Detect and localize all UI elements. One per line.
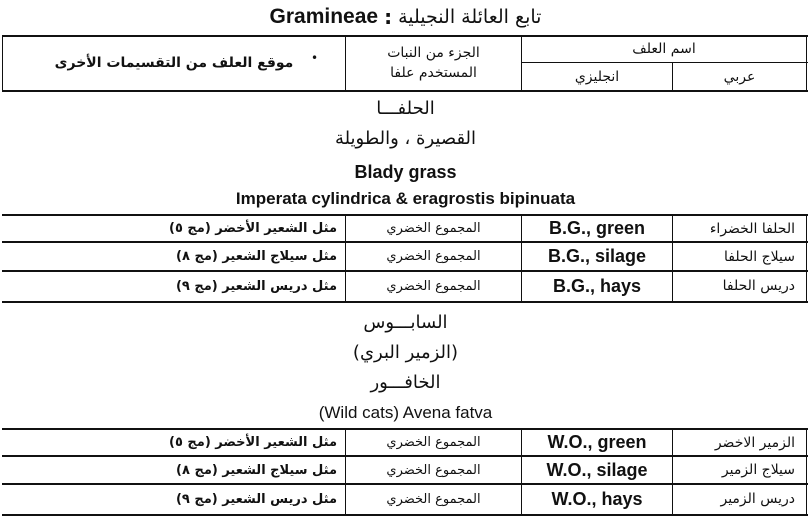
table-cell-english: W.O., green [547,432,647,452]
group2-line4: (Wild cats) Avena fatva [318,403,493,422]
table-cell-english: B.G., hays [552,275,642,296]
group2-line2: (الزمير البري) [352,342,459,363]
vrule-header-left [2,35,3,90]
table-cell-part: المجموع الخضري [386,462,481,478]
table-cell-english: B.G., silage [547,246,647,266]
header-plant-part [347,37,520,89]
table-cell-position: مثل دريس الشعير (مج ٩) [175,491,337,507]
vrule-g1-3 [672,214,673,301]
vrule-g1-1 [345,214,346,301]
vrule-g2-3 [672,428,673,514]
table-cell-english: W.O., hays [551,488,643,509]
vrule-header-1 [345,35,346,90]
title-latin: Gramineae [269,5,379,28]
table-cell-part: المجموع الخضري [386,249,481,264]
table-cell-arabic: الحلفا الخضراء [709,220,795,237]
group1-line1: الحلفـــا [376,98,435,119]
table-cell-arabic: سيلاج الزمير [721,462,795,478]
page-title [0,2,811,32]
header-position: موقع العلف من التقسيمات الأخرى [54,55,294,71]
table-cell-position: مثل سيلاج الشعير (مج ٨) [176,249,337,264]
group1-line2: القصيرة ، والطويلة [334,128,477,149]
header-dot-mark: • [311,51,319,65]
vrule-g2-1 [345,428,346,514]
rule-group2-bottom [2,514,808,516]
vrule-header-2 [521,35,522,90]
title-arabic: تابع العائلة النجيلية [398,6,542,28]
table-cell-position: مثل دريس الشعير (مج ٩) [175,278,337,294]
header-feed-name: اسم العلف [632,41,696,57]
vrule-header-3 [672,62,673,90]
vrule-g1-right [806,214,807,301]
table-cell-position: مثل الشعير الأخضر (مج ٥) [168,435,337,450]
table-cell-part: المجموع الخضري [386,278,481,294]
rule-feed-name-split [521,62,808,63]
group1-line3: Blady grass [354,162,457,182]
table-cell-position: مثل الشعير الأخضر (مج ٥) [168,221,337,236]
table-cell-english: W.O., silage [546,459,648,480]
table-cell-position: مثل سيلاج الشعير (مج ٨) [176,462,337,478]
group1-line4: Imperata cylindrica & eragrostis bipinuata [235,189,576,208]
rule-header-bottom [2,90,808,92]
group2-line3: الخافـــور [370,372,441,393]
group2-line1: السابـــوس [363,312,448,333]
header-plant-part-line1: الجزء من النبات [387,45,480,61]
header-plant-part-line2: المستخدم علفا [390,65,477,81]
rule-group1-bottom [2,301,808,303]
table-cell-part: المجموع الخضري [386,491,481,507]
table-cell-english: B.G., green [548,218,646,238]
table-cell-part: المجموع الخضري [386,435,481,450]
table-cell-arabic: الزمير الاخضر [714,434,795,451]
table-cell-arabic: دريس الحلفا [722,278,795,294]
table-cell-arabic: دريس الزمير [720,491,795,507]
table-cell-arabic: سيلاج الحلفا [724,248,795,265]
vrule-header-right [806,35,807,90]
title-separator: : [384,5,393,29]
vrule-g1-2 [521,214,522,301]
vrule-g2-right [806,428,807,514]
header-english: انجليزي [574,69,620,85]
table-cell-part: المجموع الخضري [386,221,481,236]
header-arabic: عربي [723,69,756,85]
vrule-g2-2 [521,428,522,514]
